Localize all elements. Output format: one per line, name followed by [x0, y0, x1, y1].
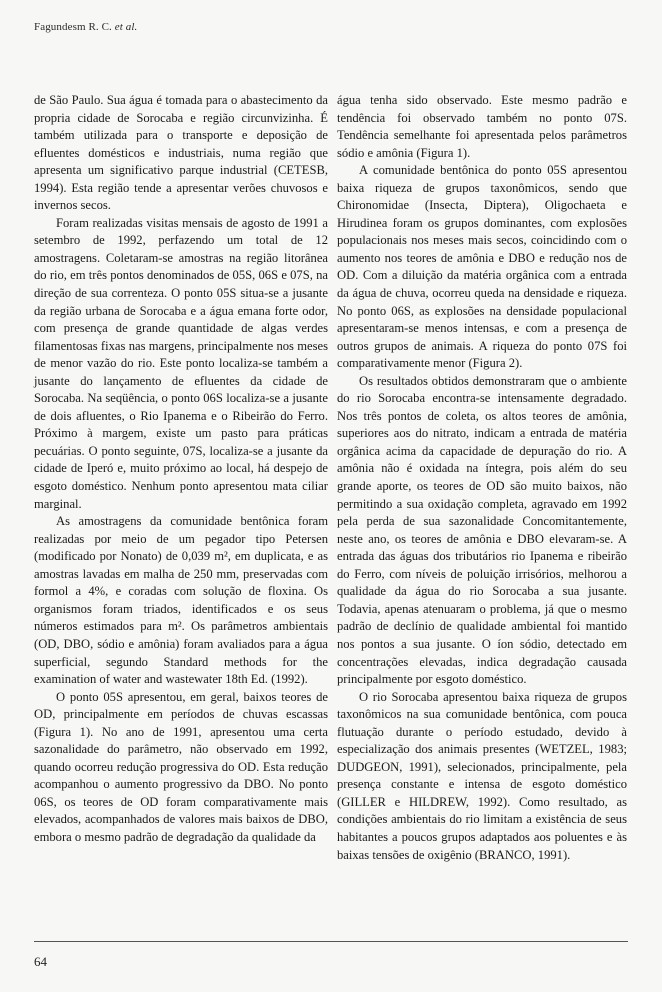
right-text-column	[337, 92, 627, 864]
running-header-etal: et al.	[114, 21, 138, 33]
running-header-author: Fagundesm R. C.	[34, 21, 112, 33]
left-text-column	[34, 92, 328, 847]
paragraph: de São Paulo. Sua água é tomada para o abastecimento da propria cidade de Sorocaba e região circunvizinha. É também utilizada para o transporte e deposição de efluentes domésticos e industriais, numa região que apresenta um significativo parque industrial (CETESB, 1994). Esta região tende a apresentar verões chuvosos e invernos secos.	[34, 93, 328, 213]
paragraph: água tenha sido observado. Este mesmo padrão e tendência foi observado também no ponto 07S. Tendência semelhante foi apresentada pelos parâmetros sódio e amônia (Figura 1).	[337, 93, 627, 160]
paragraph: A comunidade bentônica do ponto 05S apresentou baixa riqueza de grupos taxonômicos, sendo que Chironomidae (Insecta, Diptera), Oligochaeta e Hirudinea foram os grupos dominantes, com explosões populacionais nos meses mais secos, coincidindo com o aumento nos teores de amônia e DBO e redução nos de OD. Com a diluição da matéria orgânica com a entrada da água de chuva, ocorreu queda na densidade e riqueza. No ponto 06S, as explosões na densidade populacional apresentaram-se menos intensas, e com a presença de outros grupos de animais. A riqueza do ponto 07S foi comparativamente menor (Figura 2).	[337, 163, 627, 371]
page-number: 64	[34, 954, 47, 969]
paragraph: O rio Sorocaba apresentou baixa riqueza de grupos taxonômicos na sua comunidade bentônica, com pouca flutuação durante o período estudado, devido à especialização dos animais presentes (WETZEL, 1983; DUDGEON, 1991), selecionados, principalmente, pela presença constante e intensa de esgoto doméstico (GILLER e HILDREW, 1992). Como resultado, as condições ambientais do rio limitam a existência de seus habitantes a poucos grupos adaptados aos poluentes e às baixas tensões de oxigênio (BRANCO, 1991).	[337, 689, 627, 862]
paragraph: O ponto 05S apresentou, em geral, baixos teores de OD, principalmente em períodos de chuvas escassas (Figura 1). No ano de 1991, apresentou uma certa sazonalidade do parâmetro, não observado em 1992, quando ocorreu redução progressiva do OD. Esta redução acompanhou o aumento progressivo da DBO. No ponto 06S, os teores de OD foram comparativamente mais elevados, acompanhados de valores mais baixos de DBO, embora o mesmo padrão de degradação da qualidade da	[34, 689, 328, 844]
running-header	[34, 21, 137, 33]
footer-divider	[34, 941, 628, 942]
paragraph: Foram realizadas visitas mensais de agosto de 1991 a setembro de 1992, perfazendo um total de 12 amostragens. Coletaram-se amostras na região litorânea do rio, em três pontos denominados de 05S, 06S e 07S, na direção de sua correnteza. O ponto 05S situa-se a jusante da região urbana de Sorocaba e a água emana forte odor, com presença de grande quantidade de algas verdes filamentosas fixas nas margens, principalmente nos meses de menor vazão do rio. Este ponto localiza-se também a jusante do lançamento de efluentes da cidade de Sorocaba. Na seqüência, o ponto 06S localiza-se a jusante de dois afluentes, o Rio Ipanema e o Ribeirão do Ferro. Próximo à margem, existe um pasto para práticas pecuárias. O ponto seguinte, 07S, localiza-se a jusante da cidade de Iperó e, muito próximo ao local, há despejo de esgoto doméstico. Nenhum ponto apresentou mata ciliar marginal.	[34, 215, 328, 511]
paragraph: Os resultados obtidos demonstraram que o ambiente do rio Sorocaba encontra-se intensamente degradado. Nos três pontos de coleta, os altos teores de amônia, superiores aos do nitrato, indicam a entrada de matéria orgânica acima da capacidade de depuração do rio. A amônia não é oxidada na íntegra, pois além do seu grande aporte, os teores de OD são muito baixos, não permitindo a sua oxidação completa, agravado em 1992 pela perda de sua sazonalidade Concomitantemente, neste ano, os teores de amônia e DBO elevaram-se. A entrada das águas dos tributários rio Ipanema e ribeirão do Ferro, com níveis de poluição irrisórios, melhorou a qualidade da água do rio Sorocaba a sua jusante. Todavia, apenas atenuaram o problema, já que o mesmo padrão de declínio de qualidade ambiental foi mantido nos pontos a sua jusante. O íon sódio, detectado em concentrações elevadas, indica degradação causada principalmente por esgoto doméstico.	[337, 373, 627, 687]
paragraph: As amostragens da comunidade bentônica foram realizadas por meio de um pegador tipo Petersen (modificado por Nonato) de 0,039 m², em duplicata, e as amostras lavadas em malha de 250 mm, preservadas com formol a 4%, e coradas com solução de floxina. Os organismos foram triados, identificados e os seus números estimados para m². Os parâmetros ambientais (OD, DBO, sódio e amônia) foram avaliados para a água superficial, segundo Standard methods for the examination of water and wastewater 18th Ed. (1992).	[34, 514, 328, 687]
